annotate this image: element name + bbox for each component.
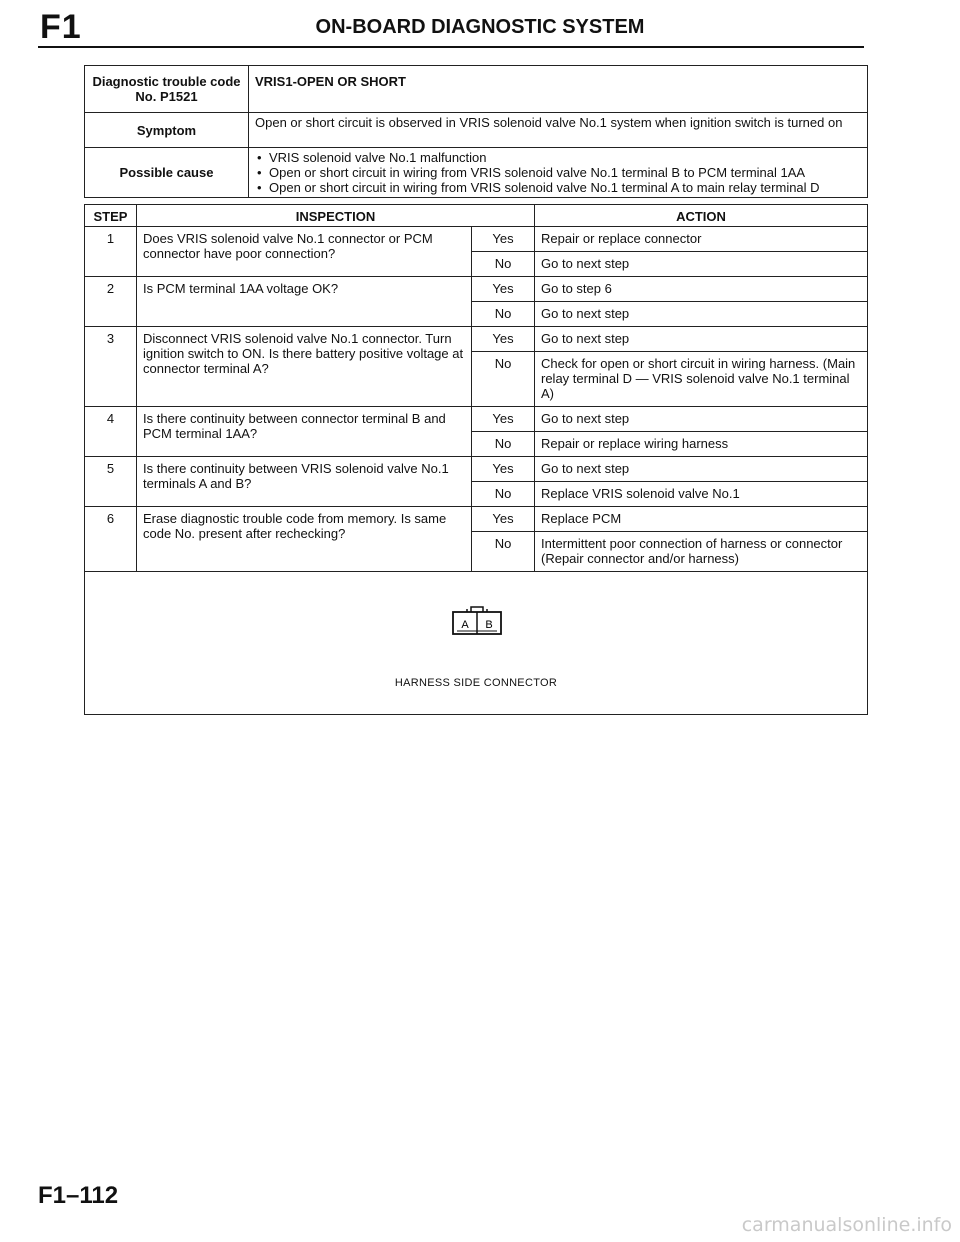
no-action: Go to next step (535, 252, 868, 277)
yes-action: Replace PCM (535, 507, 868, 532)
title-rule (38, 46, 864, 48)
step-number: 2 (85, 277, 137, 327)
dtc-value (249, 66, 868, 113)
inspection-table (84, 204, 868, 715)
yes-action: Go to next step (535, 407, 868, 432)
yes-label: Yes (472, 507, 535, 532)
yes-label: Yes (472, 227, 535, 252)
no-label: No (472, 482, 535, 507)
symptom-row (85, 113, 868, 148)
step-row (85, 277, 868, 302)
step-inspection: Is there continuity between VRIS solenoid valve No.1 terminals A and B? (137, 457, 472, 507)
page-title: ON-BOARD DIAGNOSTIC SYSTEM (315, 16, 645, 38)
yes-label: Yes (472, 457, 535, 482)
watermark: carmanualsonline.info (741, 1214, 952, 1236)
symptom-label (85, 113, 249, 148)
step-number: 4 (85, 407, 137, 457)
yes-label: Yes (472, 407, 535, 432)
page-number: F1–112 (38, 1182, 119, 1209)
cause-list (255, 150, 861, 195)
step-inspection: Erase diagnostic trouble code from memory. Is same code No. present after rechecking? (137, 507, 472, 572)
inspection-header: INSPECTION (137, 205, 535, 227)
no-action: Repair or replace wiring harness (535, 432, 868, 457)
dtc-info-table (84, 65, 868, 198)
step-inspection: Disconnect VRIS solenoid valve No.1 connector. Turn ignition switch to ON. Is there battery positive voltage at connector terminal A? (137, 327, 472, 407)
connector-diagram-cell (85, 572, 868, 715)
step-number: 1 (85, 227, 137, 277)
action-header: ACTION (535, 205, 868, 227)
cause-item: • Open or short circuit in wiring from VRIS solenoid valve No.1 terminal B to PCM terminal 1AA (267, 165, 861, 180)
step-number: 5 (85, 457, 137, 507)
dtc-row (85, 66, 868, 113)
step-inspection: Is PCM terminal 1AA voltage OK? (137, 277, 472, 327)
no-label: No (472, 352, 535, 407)
no-action: Go to next step (535, 302, 868, 327)
yes-action: Go to next step (535, 327, 868, 352)
symptom-label-text: Symptom (136, 122, 197, 138)
cause-value (249, 148, 868, 198)
symptom-value-text: Open or short circuit is observed in VRIS solenoid valve No.1 system when ignition switch is turned on (255, 115, 843, 130)
cause-label (85, 148, 249, 198)
yes-action: Go to next step (535, 457, 868, 482)
cause-item: • VRIS solenoid valve No.1 malfunction (267, 150, 861, 165)
inspection-header-row (85, 205, 868, 227)
cause-label-text: Possible cause (119, 165, 214, 180)
terminal-a-label: A (461, 619, 469, 631)
step-row (85, 407, 868, 432)
step-row (85, 327, 868, 352)
connector-diagram (85, 572, 867, 714)
yes-label: Yes (472, 277, 535, 302)
no-label: No (472, 302, 535, 327)
yes-action: Repair or replace connector (535, 227, 868, 252)
diagram-row (85, 572, 868, 715)
yes-label: Yes (472, 327, 535, 352)
step-inspection: Is there continuity between connector terminal B and PCM terminal 1AA? (137, 407, 472, 457)
dtc-value-text: VRIS1-OPEN OR SHORT (255, 74, 406, 89)
no-action: Check for open or short circuit in wiring harness. (Main relay terminal D — VRIS solenoid valve No.1 terminal A) (535, 352, 868, 407)
step-number: 3 (85, 327, 137, 407)
step-inspection: Does VRIS solenoid valve No.1 connector or PCM connector have poor connection? (137, 227, 472, 277)
cause-item: • Open or short circuit in wiring from VRIS solenoid valve No.1 terminal A to main relay terminal D (267, 180, 861, 195)
section-code: F1 (40, 8, 82, 46)
step-row (85, 457, 868, 482)
dtc-label-text: Diagnostic trouble code No. P1521 (92, 74, 241, 104)
cause-row (85, 148, 868, 198)
no-action: Replace VRIS solenoid valve No.1 (535, 482, 868, 507)
yes-action: Go to step 6 (535, 277, 868, 302)
no-label: No (472, 252, 535, 277)
dtc-label (85, 66, 249, 113)
no-action: Intermittent poor connection of harness or connector (Repair connector and/or harness) (535, 532, 868, 572)
step-number: 6 (85, 507, 137, 572)
diagram-caption: HARNESS SIDE CONNECTOR (394, 677, 558, 689)
no-label: No (472, 532, 535, 572)
no-label: No (472, 432, 535, 457)
step-row (85, 227, 868, 252)
terminal-b-label: B (485, 619, 493, 631)
symptom-value (249, 113, 868, 148)
harness-connector-icon (449, 604, 505, 644)
step-row (85, 507, 868, 532)
step-header: STEP (85, 205, 137, 227)
